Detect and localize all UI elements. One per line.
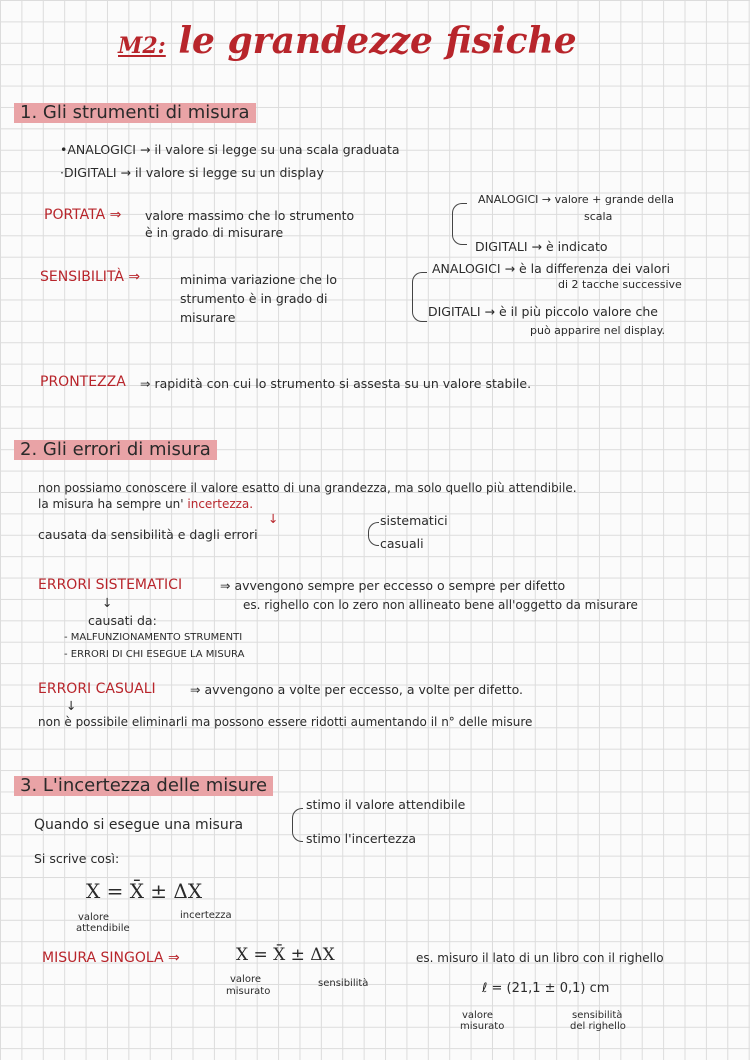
esempio-formula: ℓ = (21,1 ± 0,1) cm [482, 981, 610, 996]
sistematici-esempio: es. righello con lo zero non allineato bene all'oggetto da misurare [243, 598, 638, 612]
esempio-libro: es. misuro il lato di un libro con il righello [416, 951, 664, 965]
errori-sistematici: sistematici [380, 513, 448, 528]
casuali-arrow: ↓ [66, 698, 77, 713]
esempio-sensibilita: sensibilità [572, 1010, 623, 1021]
misura-singola-label: MISURA SINGOLA ⇒ [42, 950, 180, 966]
sensibilita-text-3: misurare [180, 310, 236, 325]
label-incertezza: incertezza [180, 910, 232, 921]
s2-arrow-down: ↓ [268, 511, 279, 526]
sensibilita-analogici-2: di 2 tacche successive [558, 278, 682, 291]
s2-incertezza: incertezza. [187, 497, 254, 511]
label2-valore: valore [230, 974, 261, 985]
sensibilita-digitali-1: DIGITALI → è il più piccolo valore che [428, 304, 658, 319]
esempio-misurato: misurato [460, 1021, 505, 1032]
title-prefix: M2: [118, 33, 166, 59]
sensibilita-brace [412, 272, 427, 322]
formula-generale: X = X̄ ± ΔX [86, 879, 203, 903]
prontezza-label: PRONTEZZA [40, 374, 126, 390]
s2-paragraph-2 [38, 498, 253, 511]
s2-paragraph-1: non possiamo conoscere il valore esatto di una grandezza, ma solo quello più attendibile. [38, 481, 577, 495]
sistematici-label: ERRORI SISTEMATICI [38, 577, 183, 593]
s1-bullet-digitali: ·DIGITALI → il valore si legge su un display [60, 165, 324, 180]
portata-digitali: DIGITALI → è indicato [475, 239, 608, 254]
section1-heading: 1. Gli strumenti di misura [14, 103, 256, 123]
sensibilita-label: SENSIBILITÀ ⇒ [40, 269, 141, 285]
s2-causata: causata da sensibilità e dagli errori [38, 527, 258, 542]
portata-brace [452, 203, 467, 245]
casuali-note: non è possibile eliminarli ma possono essere ridotti aumentando il n° delle misure [38, 715, 533, 729]
section3-heading: 3. L'incertezza delle misure [14, 776, 273, 796]
errori-casuali: casuali [380, 536, 424, 551]
title-main: le grandezze fisiche [178, 20, 577, 62]
portata-analogici-1: ANALOGICI → valore + grande della [478, 193, 674, 206]
casuali-label: ERRORI CASUALI [38, 681, 156, 697]
s3-brace [292, 808, 303, 842]
s2-paragraph-2a: la misura ha sempre un' [38, 497, 188, 511]
page-title [118, 22, 577, 62]
sensibilita-analogici-1: ANALOGICI → è la differenza dei valori [432, 261, 671, 276]
s3-quando: Quando si esegue una misura [34, 817, 244, 833]
esempio-valore: valore [462, 1010, 493, 1021]
label2-sensibilita: sensibilità [318, 978, 369, 989]
portata-analogici-2: scala [584, 210, 613, 223]
label-attendibile: attendibile [76, 923, 130, 934]
s1-bullet-analogici: •ANALOGICI → il valore si legge su una scala graduata [60, 142, 400, 157]
label-valore: valore [78, 912, 109, 923]
s3-stimo-valore: stimo il valore attendibile [306, 797, 466, 812]
esempio-righello: del righello [570, 1021, 626, 1032]
section2-heading: 2. Gli errori di misura [14, 440, 217, 460]
s3-stimo-incertezza: stimo l'incertezza [306, 831, 417, 846]
sensibilita-text-1: minima variazione che lo [180, 272, 338, 287]
portata-label: PORTATA ⇒ [44, 207, 122, 223]
s3-si-scrive: Si scrive così: [34, 851, 120, 866]
causati-da: causati da: [88, 613, 157, 628]
prontezza-text: ⇒ rapidità con cui lo strumento si assesta su un valore stabile. [140, 376, 532, 391]
sensibilita-digitali-2: può apparire nel display. [530, 324, 666, 337]
causa-malfunzionamento: - MALFUNZIONAMENTO STRUMENTI [64, 632, 243, 643]
causa-errori-operatore: - ERRORI DI CHI ESEGUE LA MISURA [64, 649, 245, 660]
formula-misura-singola: X = X̄ ± ΔX [236, 945, 335, 965]
sistematici-text: ⇒ avvengono sempre per eccesso o sempre per difetto [220, 578, 566, 593]
label2-misurato: misurato [226, 986, 271, 997]
sensibilita-text-2: strumento è in grado di [180, 291, 328, 306]
portata-text-2: è in grado di misurare [145, 225, 284, 240]
errori-brace [368, 522, 379, 546]
sistematici-arrow: ↓ [102, 595, 113, 610]
portata-text-1: valore massimo che lo strumento [145, 208, 355, 223]
casuali-text: ⇒ avvengono a volte per eccesso, a volte per difetto. [190, 682, 523, 697]
